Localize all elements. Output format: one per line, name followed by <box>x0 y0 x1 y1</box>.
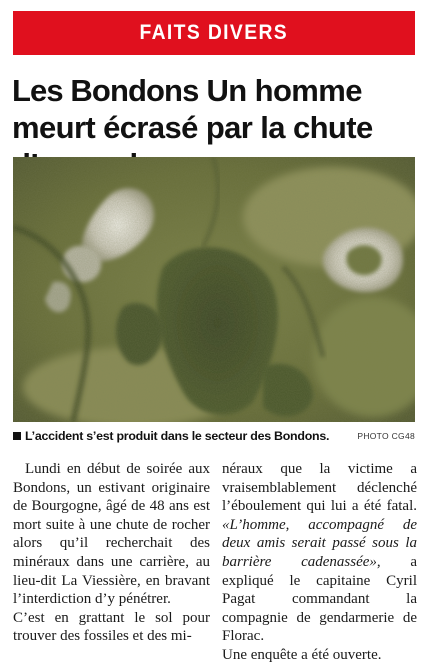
aerial-photo-image <box>13 157 415 422</box>
article-column-left <box>13 460 210 646</box>
photo-caption-row <box>13 427 415 445</box>
photo-credit: PHOTO CG48 <box>357 431 415 441</box>
headline-title: Un homme meurt écrasé par la chute <box>12 73 373 145</box>
section-banner <box>13 11 415 55</box>
photo-caption: L’accident s’est produit dans le secteur des Bondons. <box>25 429 330 443</box>
headline-kicker: Les Bondons <box>12 73 199 108</box>
caption-square-icon <box>13 432 21 440</box>
article-text-before-quote: néraux que la victime a vraisemblablement déclenché l’éboulement qui lui a été fatal. <box>222 461 417 515</box>
article-paragraph-1: Lundi en début de soirée aux Bondons, un estivant originaire de Bourgogne, âgé de 48 ans est mort suite à une chute de rocher alors qu’il recherchait des minéraux dans une carrière, au lieu-dit La Viessière, en bravant l’interdiction d’y pénétrer. <box>13 461 210 608</box>
section-label: FAITS DIVERS <box>139 21 289 44</box>
article-paragraph-2-end <box>222 460 417 646</box>
article-paragraph-2-start: C’est en grattant le sol pour trouver des fossiles et des mi- <box>13 609 210 645</box>
article-paragraph-3: Une enquête a été ouverte. <box>222 646 382 663</box>
article-text-after-quote: , a expliqué le capitaine Cyril Pagat commandant la compagnie de gendarmerie de Florac. <box>222 553 417 645</box>
article-quote: «L’homme, accompagné de deux amis serait passé sous la barrière cadenassée» <box>222 516 417 570</box>
aerial-photo <box>13 157 415 422</box>
article-column-right <box>222 460 417 665</box>
